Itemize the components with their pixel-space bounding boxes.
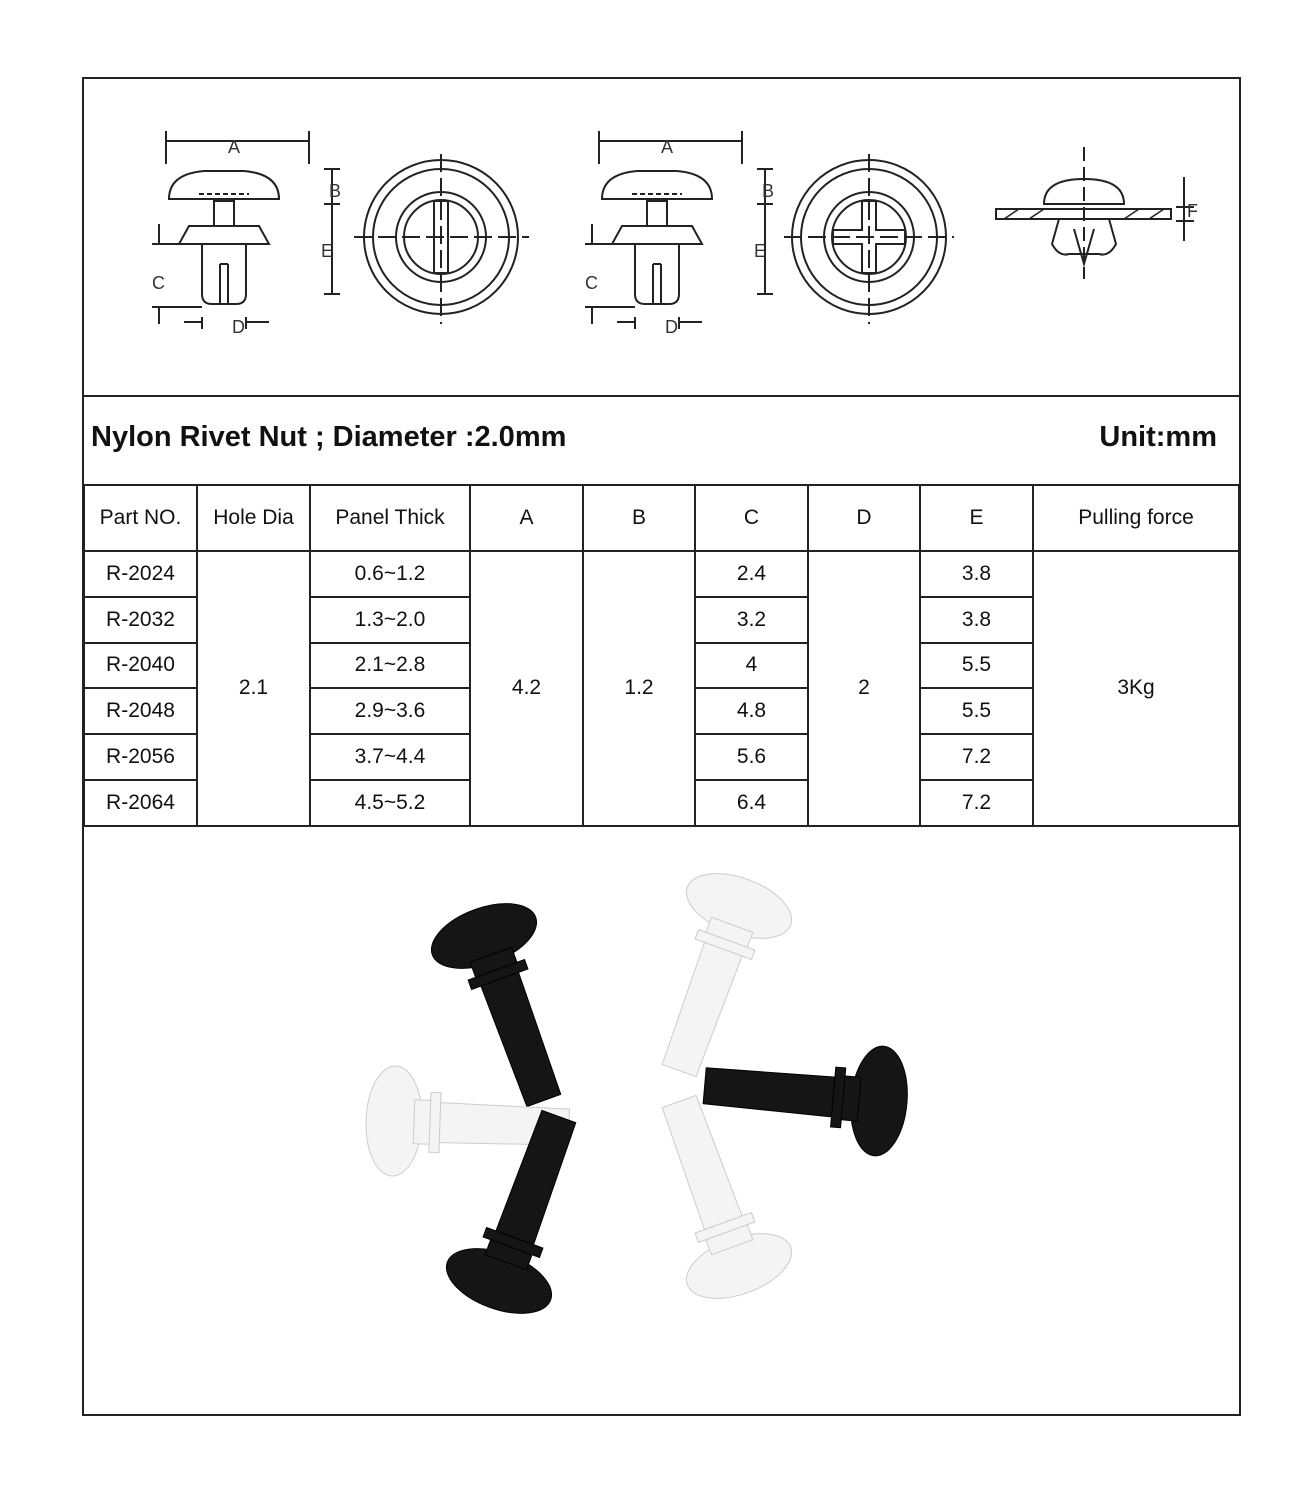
panel-thick: 2.1~2.8 (310, 643, 470, 689)
dim-c: 4 (695, 643, 808, 689)
rivet-installed-view (996, 147, 1198, 279)
header-hole-dia: Hole Dia (197, 485, 310, 551)
dim-e: 7.2 (920, 780, 1033, 826)
spec-sheet (82, 77, 1241, 1416)
product-photo (84, 826, 1239, 1414)
dimension-label-a: A (660, 137, 674, 157)
title-row (84, 395, 1239, 484)
rivet-side-view-2 (585, 131, 774, 337)
part-no: R-2040 (84, 643, 197, 689)
spec-table (83, 484, 1240, 827)
dim-c: 4.8 (695, 688, 808, 734)
unit-label: Unit:mm (1099, 421, 1217, 453)
dim-c: 3.2 (695, 597, 808, 643)
rivet-side-view-1 (152, 131, 341, 337)
header-part-no: Part NO. (84, 485, 197, 551)
dim-e: 3.8 (920, 551, 1033, 597)
dim-c: 5.6 (695, 734, 808, 780)
dim-e: 3.8 (920, 597, 1033, 643)
header-c: C (695, 485, 808, 551)
panel-thick: 3.7~4.4 (310, 734, 470, 780)
dimension-label-a: A (227, 137, 241, 157)
rivet-black (423, 891, 596, 1119)
part-no: R-2048 (84, 688, 197, 734)
dim-e: 5.5 (920, 688, 1033, 734)
rivet-white (627, 1083, 800, 1311)
header-panel-thick: Panel Thick (310, 485, 470, 551)
rivet-white (627, 861, 800, 1089)
header-pulling-force: Pulling force (1033, 485, 1239, 551)
panel-thick: 4.5~5.2 (310, 780, 470, 826)
dim-e: 7.2 (920, 734, 1033, 780)
dim-e: 5.5 (920, 643, 1033, 689)
dimension-label-e: E (321, 241, 334, 261)
panel-thick: 0.6~1.2 (310, 551, 470, 597)
part-no: R-2064 (84, 780, 197, 826)
dim-d: 2 (808, 551, 920, 826)
dim-a: 4.2 (470, 551, 583, 826)
dimension-label-b: B (762, 181, 775, 201)
part-no: R-2032 (84, 597, 197, 643)
dim-c: 2.4 (695, 551, 808, 597)
dimension-label-d: D (665, 317, 678, 337)
header-e: E (920, 485, 1033, 551)
dim-c: 6.4 (695, 780, 808, 826)
header-b: B (583, 485, 695, 551)
rivet-black (700, 1031, 912, 1158)
technical-drawings (84, 79, 1239, 397)
part-no: R-2056 (84, 734, 197, 780)
dimension-label-d: D (232, 317, 245, 337)
part-no: R-2024 (84, 551, 197, 597)
header-d: D (808, 485, 920, 551)
dimension-label-c: C (152, 273, 165, 293)
dim-b: 1.2 (583, 551, 695, 826)
dimension-label-e: E (754, 241, 767, 261)
dimension-label-c: C (585, 273, 598, 293)
dimension-label-f: F (1187, 201, 1198, 221)
panel-thick: 2.9~3.6 (310, 688, 470, 734)
rivet-top-view-slot (354, 154, 529, 324)
product-title: Nylon Rivet Nut ; Diameter :2.0mm (91, 421, 567, 453)
hole-dia: 2.1 (197, 551, 310, 826)
table-row (84, 551, 1239, 597)
pulling-force: 3Kg (1033, 551, 1239, 826)
dimension-label-b: B (329, 181, 342, 201)
header-a: A (470, 485, 583, 551)
table-header-row (84, 485, 1239, 551)
rivet-top-view-cross (784, 154, 954, 324)
panel-thick: 1.3~2.0 (310, 597, 470, 643)
